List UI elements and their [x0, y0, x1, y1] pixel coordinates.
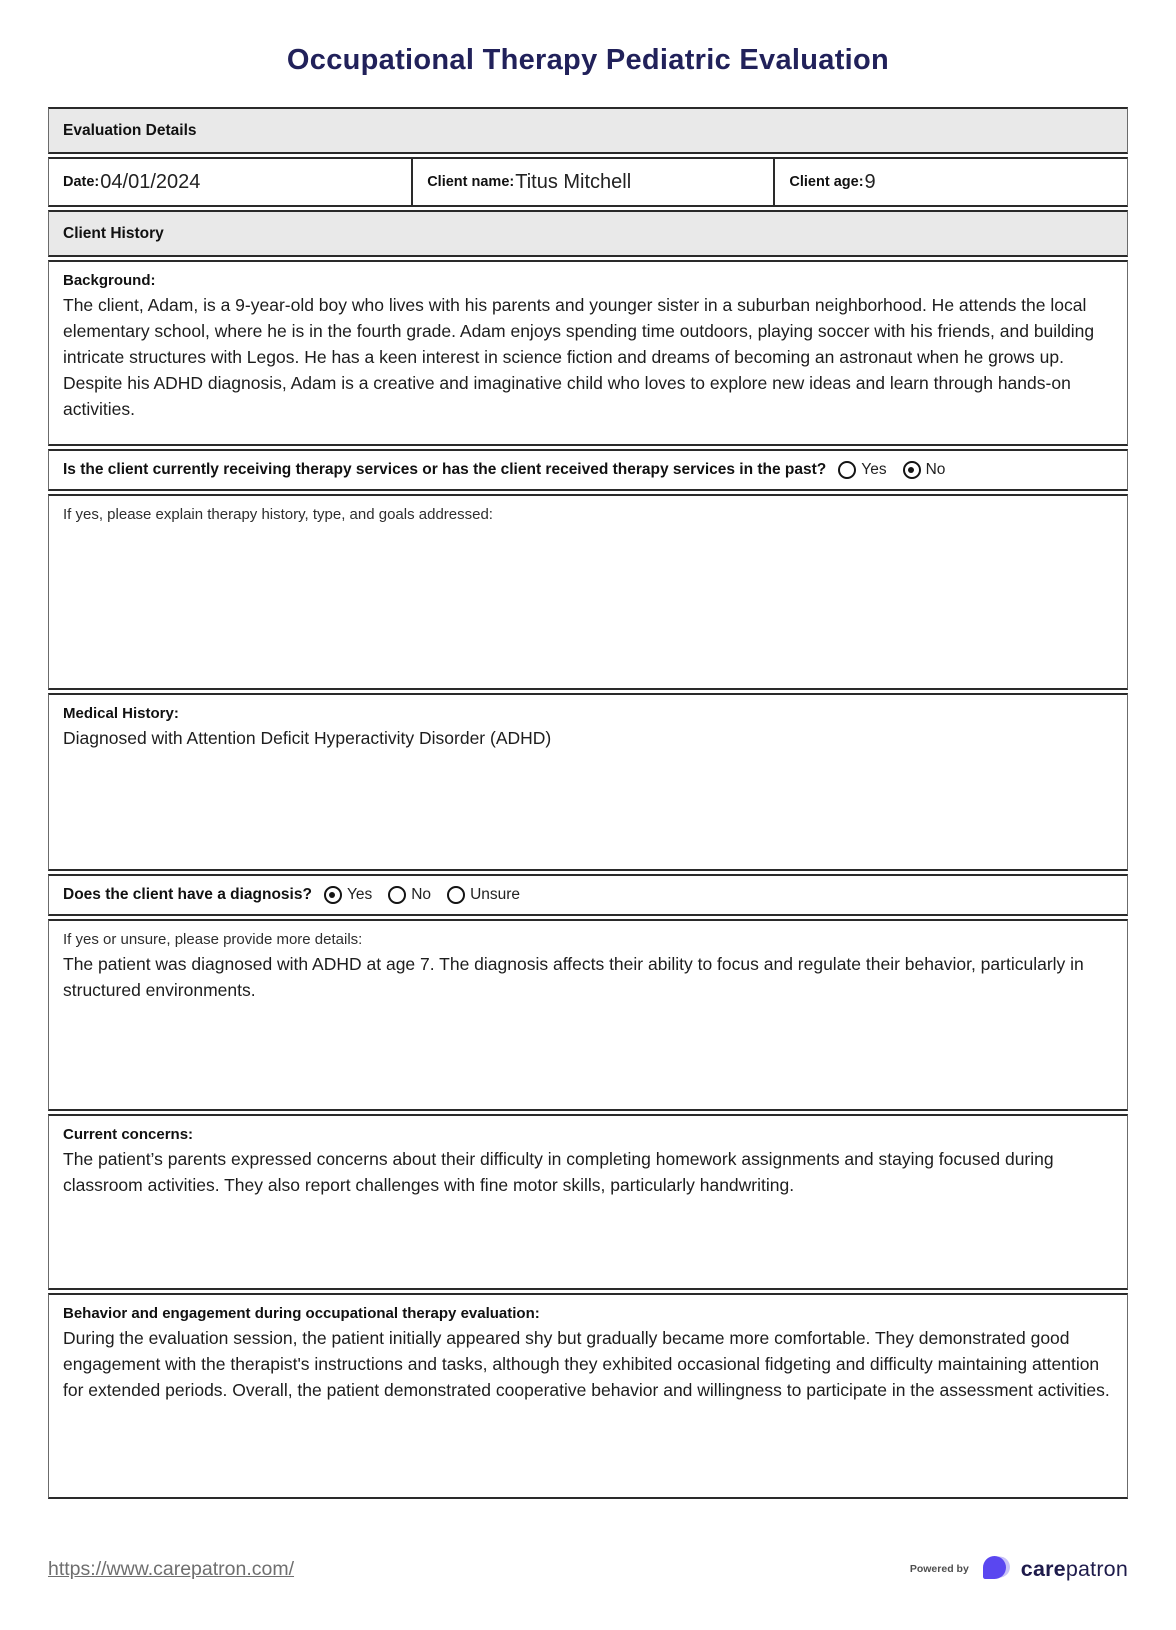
radio-button-icon[interactable]	[447, 886, 465, 904]
date-field[interactable]: 04/01/2024	[100, 170, 201, 193]
diagnosis-no-option[interactable]	[388, 886, 431, 904]
client-age-label: Client age:	[789, 174, 864, 190]
powered-by-block	[910, 1552, 1128, 1586]
radio-button-icon[interactable]	[324, 886, 342, 904]
therapy-history-label: If yes, please explain therapy history, type, and goals addressed:	[63, 506, 493, 523]
diagnosis-details-section	[48, 919, 1128, 1111]
diagnosis-details-field[interactable]: The patient was diagnosed with ADHD at age 7. The diagnosis affects their ability to focus and regulate their behavior, particularly in structured environments.	[63, 954, 1084, 1000]
radio-label: Yes	[346, 886, 373, 903]
powered-by-label: Powered by	[909, 1563, 969, 1575]
medical-history-field[interactable]: Diagnosed with Attention Deficit Hyperactivity Disorder (ADHD)	[63, 728, 552, 748]
radio-button-icon[interactable]	[903, 461, 921, 479]
brand-light: patron	[1065, 1556, 1128, 1581]
therapy-history-section	[48, 494, 1128, 690]
radio-label: Unsure	[470, 886, 521, 903]
behavior-engagement-section	[48, 1293, 1128, 1499]
diagnosis-unsure-option[interactable]	[447, 886, 520, 904]
page-title: Occupational Therapy Pediatric Evaluation	[286, 44, 890, 76]
radio-button-icon[interactable]	[838, 461, 856, 479]
therapy-services-radio-group	[838, 461, 945, 479]
radio-label: Yes	[861, 461, 887, 478]
section-header-label: Client History	[63, 224, 164, 242]
section-header-evaluation-details	[48, 107, 1128, 154]
medical-history-label: Medical History:	[63, 705, 179, 722]
section-header-label: Evaluation Details	[63, 121, 197, 139]
diagnosis-question: Does the client have a diagnosis?	[63, 886, 312, 903]
section-header-client-history	[48, 210, 1128, 257]
brand-bold: care	[1020, 1556, 1066, 1581]
client-age-cell	[773, 159, 1127, 205]
diagnosis-yes-option[interactable]	[324, 886, 372, 904]
page-footer	[48, 1552, 1128, 1586]
behavior-engagement-field[interactable]: During the evaluation session, the patient initially appeared shy but gradually became more comfortable. They demonstrated good engagement with the therapist's instructions and tasks, although they exhibited occasional fidgeting and difficulty maintaining attention for extended periods. Overall, the patient demonstrated cooperative behavior and willingness to participate in the assessment activities.	[63, 1328, 1110, 1400]
medical-history-section	[48, 693, 1128, 871]
current-concerns-section	[48, 1114, 1128, 1290]
therapy-services-question-row	[48, 449, 1128, 491]
date-label: Date:	[63, 174, 100, 190]
background-section	[48, 260, 1128, 446]
therapy-yes-option[interactable]	[838, 461, 886, 479]
radio-label: No	[411, 886, 432, 903]
therapy-no-option[interactable]	[903, 461, 946, 479]
background-field[interactable]: The client, Adam, is a 9-year-old boy who lives with his parents and younger sister in a suburban neighborhood. He attends the local elementary school, where he is in the fourth grade. Adam enjoys spending time outdoors, playing soccer with his friends, and building intricate structures with Legos. He has a keen interest in science fiction and dreams of becoming an astronaut when he grows up. Despite his ADHD diagnosis, Adam is a creative and imaginative child who loves to explore new ideas and learn through hands-on activities.	[63, 295, 1095, 419]
diagnosis-details-label: If yes or unsure, please provide more details:	[63, 931, 363, 948]
diagnosis-question-row	[48, 874, 1128, 916]
client-name-label: Client name:	[427, 174, 515, 190]
date-cell	[49, 159, 411, 205]
background-label: Background:	[63, 272, 156, 289]
behavior-engagement-label: Behavior and engagement during occupational therapy evaluation:	[63, 1305, 540, 1322]
client-name-cell	[411, 159, 773, 205]
radio-button-icon[interactable]	[388, 886, 406, 904]
client-name-field[interactable]: Titus Mitchell	[515, 170, 632, 193]
evaluation-details-row	[48, 157, 1128, 207]
therapy-services-question: Is the client currently receiving therapy services or has the client received therapy services in the past?	[63, 461, 827, 478]
client-age-field[interactable]: 9	[864, 170, 876, 193]
carepatron-link[interactable]: https://www.carepatron.com/	[48, 1557, 295, 1580]
evaluation-form	[48, 107, 1128, 1499]
current-concerns-label: Current concerns:	[63, 1126, 194, 1143]
carepatron-logo-icon	[978, 1552, 1012, 1586]
radio-label: No	[925, 461, 946, 478]
diagnosis-radio-group	[324, 886, 520, 904]
carepatron-wordmark	[1021, 1557, 1128, 1582]
current-concerns-field[interactable]: The patient’s parents expressed concerns about their difficulty in completing homework assignments and staying focused during classroom activities. They also report challenges with fine motor skills, particularly handwriting.	[63, 1149, 1054, 1195]
